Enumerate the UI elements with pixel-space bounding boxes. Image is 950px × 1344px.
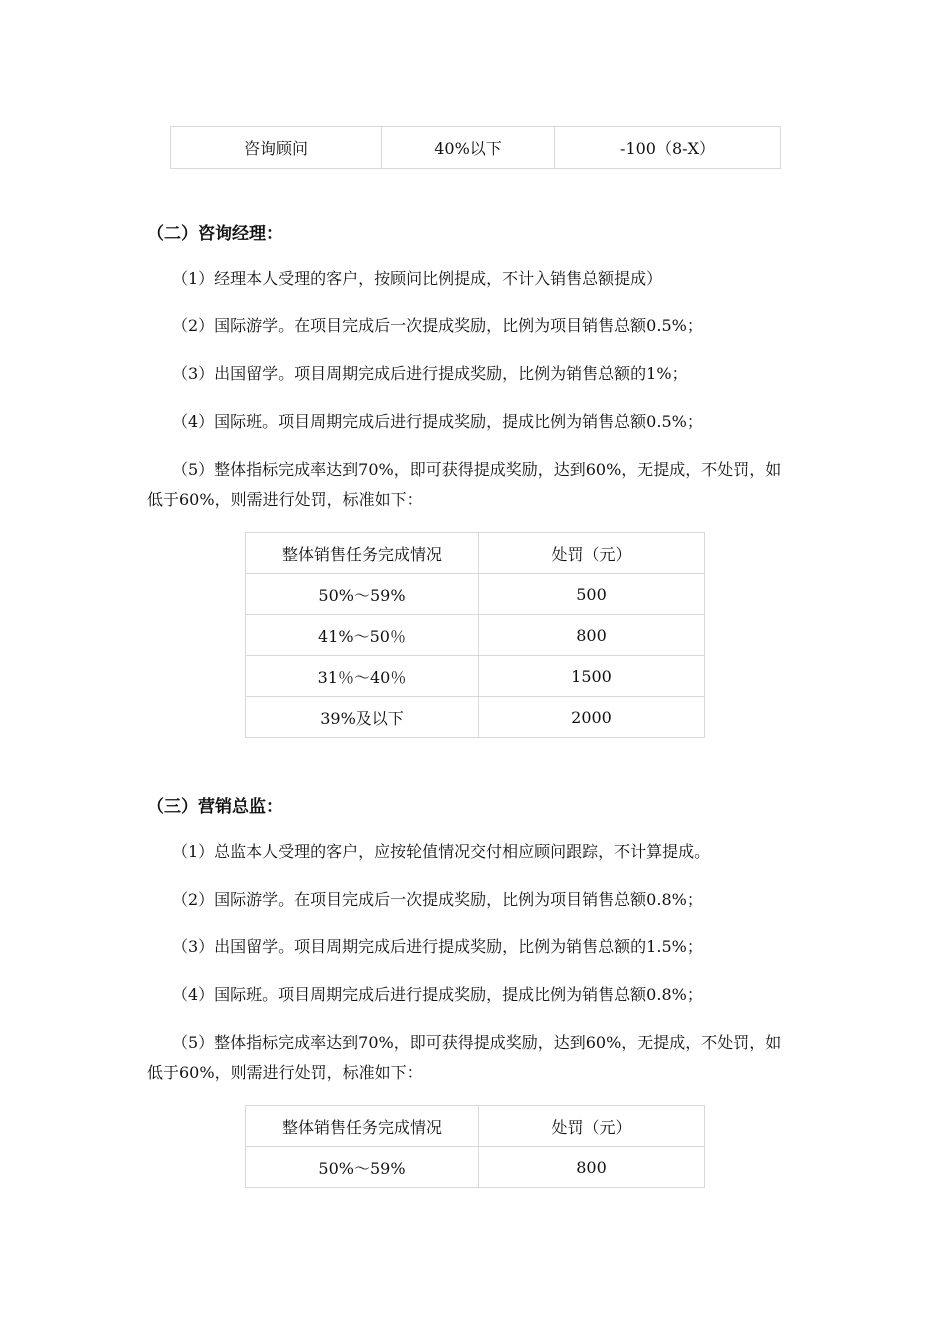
table-row [246, 574, 705, 615]
table-header-cell: 整体销售任务完成情况 [246, 533, 479, 574]
section3-heading: （三）营销总监： [147, 797, 283, 817]
table-cell: -100（8-X） [555, 127, 781, 169]
table-cell: 41%～50％ [246, 615, 479, 656]
section3-item-4: （4）国际班。项目周期完成后进行提成奖励，提成比例为销售总额0.8%； [172, 985, 703, 1004]
section2-item-1: （1）经理本人受理的客户，按顾问比例提成，不计入销售总额提成） [172, 269, 663, 288]
top-table [170, 126, 781, 169]
section2-item-5: （5）整体指标完成率达到70%，即可获得提成奖励，达到60%，无提成，不处罚，如低于60%，则需进行处罚，标准如下： [147, 460, 782, 509]
section2-penalty-table [245, 532, 705, 738]
section3-item-3: （3）出国留学。项目周期完成后进行提成奖励，比例为销售总额的1.5%； [172, 937, 703, 956]
section3-penalty-table [245, 1105, 705, 1188]
section3-item-1: （1）总监本人受理的客户，应按轮值情况交付相应顾问跟踪，不计算提成。 [172, 842, 711, 861]
table-row [246, 1147, 705, 1188]
table-cell: 500 [479, 574, 705, 615]
table-header-cell: 处罚（元） [479, 533, 705, 574]
table-header-row [246, 1106, 705, 1147]
table-cell: 39%及以下 [246, 697, 479, 738]
section3-item-5: （5）整体指标完成率达到70%，即可获得提成奖励，达到60%，无提成，不处罚，如低于60%，则需进行处罚，标准如下： [147, 1033, 782, 1082]
table-cell: 2000 [479, 697, 705, 738]
table-cell: 咨询顾问 [171, 127, 382, 169]
section2-item-3: （3）出国留学。项目周期完成后进行提成奖励，比例为销售总额的1%； [172, 364, 688, 383]
section2-item-4: （4）国际班。项目周期完成后进行提成奖励，提成比例为销售总额0.5%； [172, 412, 703, 431]
table-row [246, 615, 705, 656]
table-header-row [246, 533, 705, 574]
section3-item-2: （2）国际游学。在项目完成后一次提成奖励，比例为项目销售总额0.8%； [172, 890, 703, 909]
table-cell: 800 [479, 1147, 705, 1188]
table-cell: 31％～40％ [246, 656, 479, 697]
table-header-cell: 整体销售任务完成情况 [246, 1106, 479, 1147]
table-row [171, 127, 781, 169]
table-header-cell: 处罚（元） [479, 1106, 705, 1147]
table-cell: 800 [479, 615, 705, 656]
section2-item-2: （2）国际游学。在项目完成后一次提成奖励，比例为项目销售总额0.5%； [172, 316, 703, 335]
table-row [246, 656, 705, 697]
section2-heading: （二）咨询经理： [147, 224, 283, 244]
table-cell: 50%～59% [246, 574, 479, 615]
table-cell: 1500 [479, 656, 705, 697]
table-cell: 50%～59% [246, 1147, 479, 1188]
table-row [246, 697, 705, 738]
table-cell: 40%以下 [382, 127, 555, 169]
